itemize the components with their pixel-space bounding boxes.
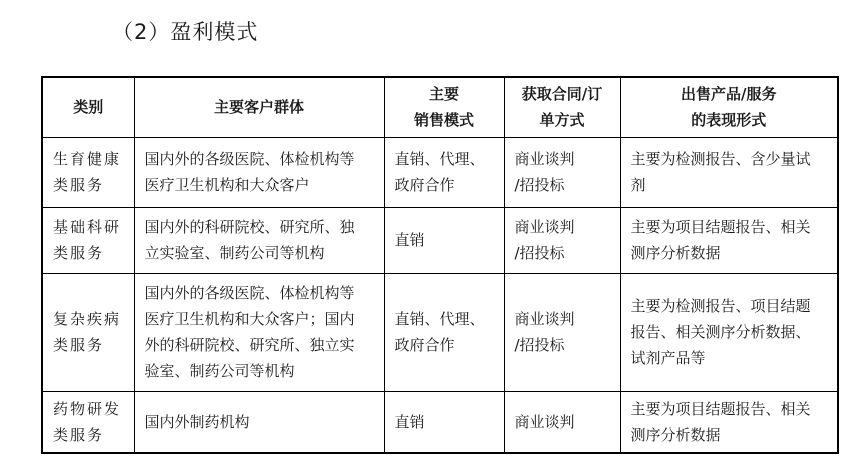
table-row	[42, 391, 838, 453]
cell-customers: 国内外的科研院校、研究所、独 立实验室、制药公司等机构	[134, 207, 384, 273]
cell-sales-mode: 直销	[384, 207, 504, 273]
header-category: 类别	[42, 77, 134, 137]
cell-category: 药物研发 类服务	[42, 391, 134, 453]
header-customers: 主要客户群体	[134, 77, 384, 137]
table-row	[42, 207, 838, 273]
cell-sales-mode: 直销	[384, 391, 504, 453]
cell-customers: 国内外的各级医院、体检机构等 医疗卫生机构和大众客户；国内 外的科研院校、研究所、独立实 验室、制药公司等机构	[134, 273, 384, 391]
cell-contract-method: 商业谈判 /招投标	[504, 207, 620, 273]
cell-product-form: 主要为项目结题报告、相关 测序分析数据	[620, 207, 838, 273]
cell-contract-method: 商业谈判 /招投标	[504, 273, 620, 391]
cell-contract-method: 商业谈判 /招投标	[504, 137, 620, 207]
profit-model-table	[41, 76, 839, 454]
cell-sales-mode: 直销、代理、 政府合作	[384, 273, 504, 391]
cell-contract-method: 商业谈判	[504, 391, 620, 453]
header-contract-method: 获取合同/订 单方式	[504, 77, 620, 137]
table-row	[42, 137, 838, 207]
table-row	[42, 273, 838, 391]
cell-product-form: 主要为检测报告、项目结题 报告、相关测序分析数据、 试剂产品等	[620, 273, 838, 391]
header-sales-mode: 主要 销售模式	[384, 77, 504, 137]
header-product-form: 出售产品/服务 的表现形式	[620, 77, 838, 137]
cell-customers: 国内外制药机构	[134, 391, 384, 453]
cell-category: 生育健康 类服务	[42, 137, 134, 207]
cell-category: 基础科研 类服务	[42, 207, 134, 273]
table-header-row	[42, 77, 838, 137]
cell-customers: 国内外的各级医院、体检机构等 医疗卫生机构和大众客户	[134, 137, 384, 207]
cell-product-form: 主要为项目结题报告、相关 测序分析数据	[620, 391, 838, 453]
cell-sales-mode: 直销、代理、 政府合作	[384, 137, 504, 207]
section-heading: （2）盈利模式	[112, 20, 259, 44]
cell-category: 复杂疾病 类服务	[42, 273, 134, 391]
cell-product-form: 主要为检测报告、含少量试 剂	[620, 137, 838, 207]
